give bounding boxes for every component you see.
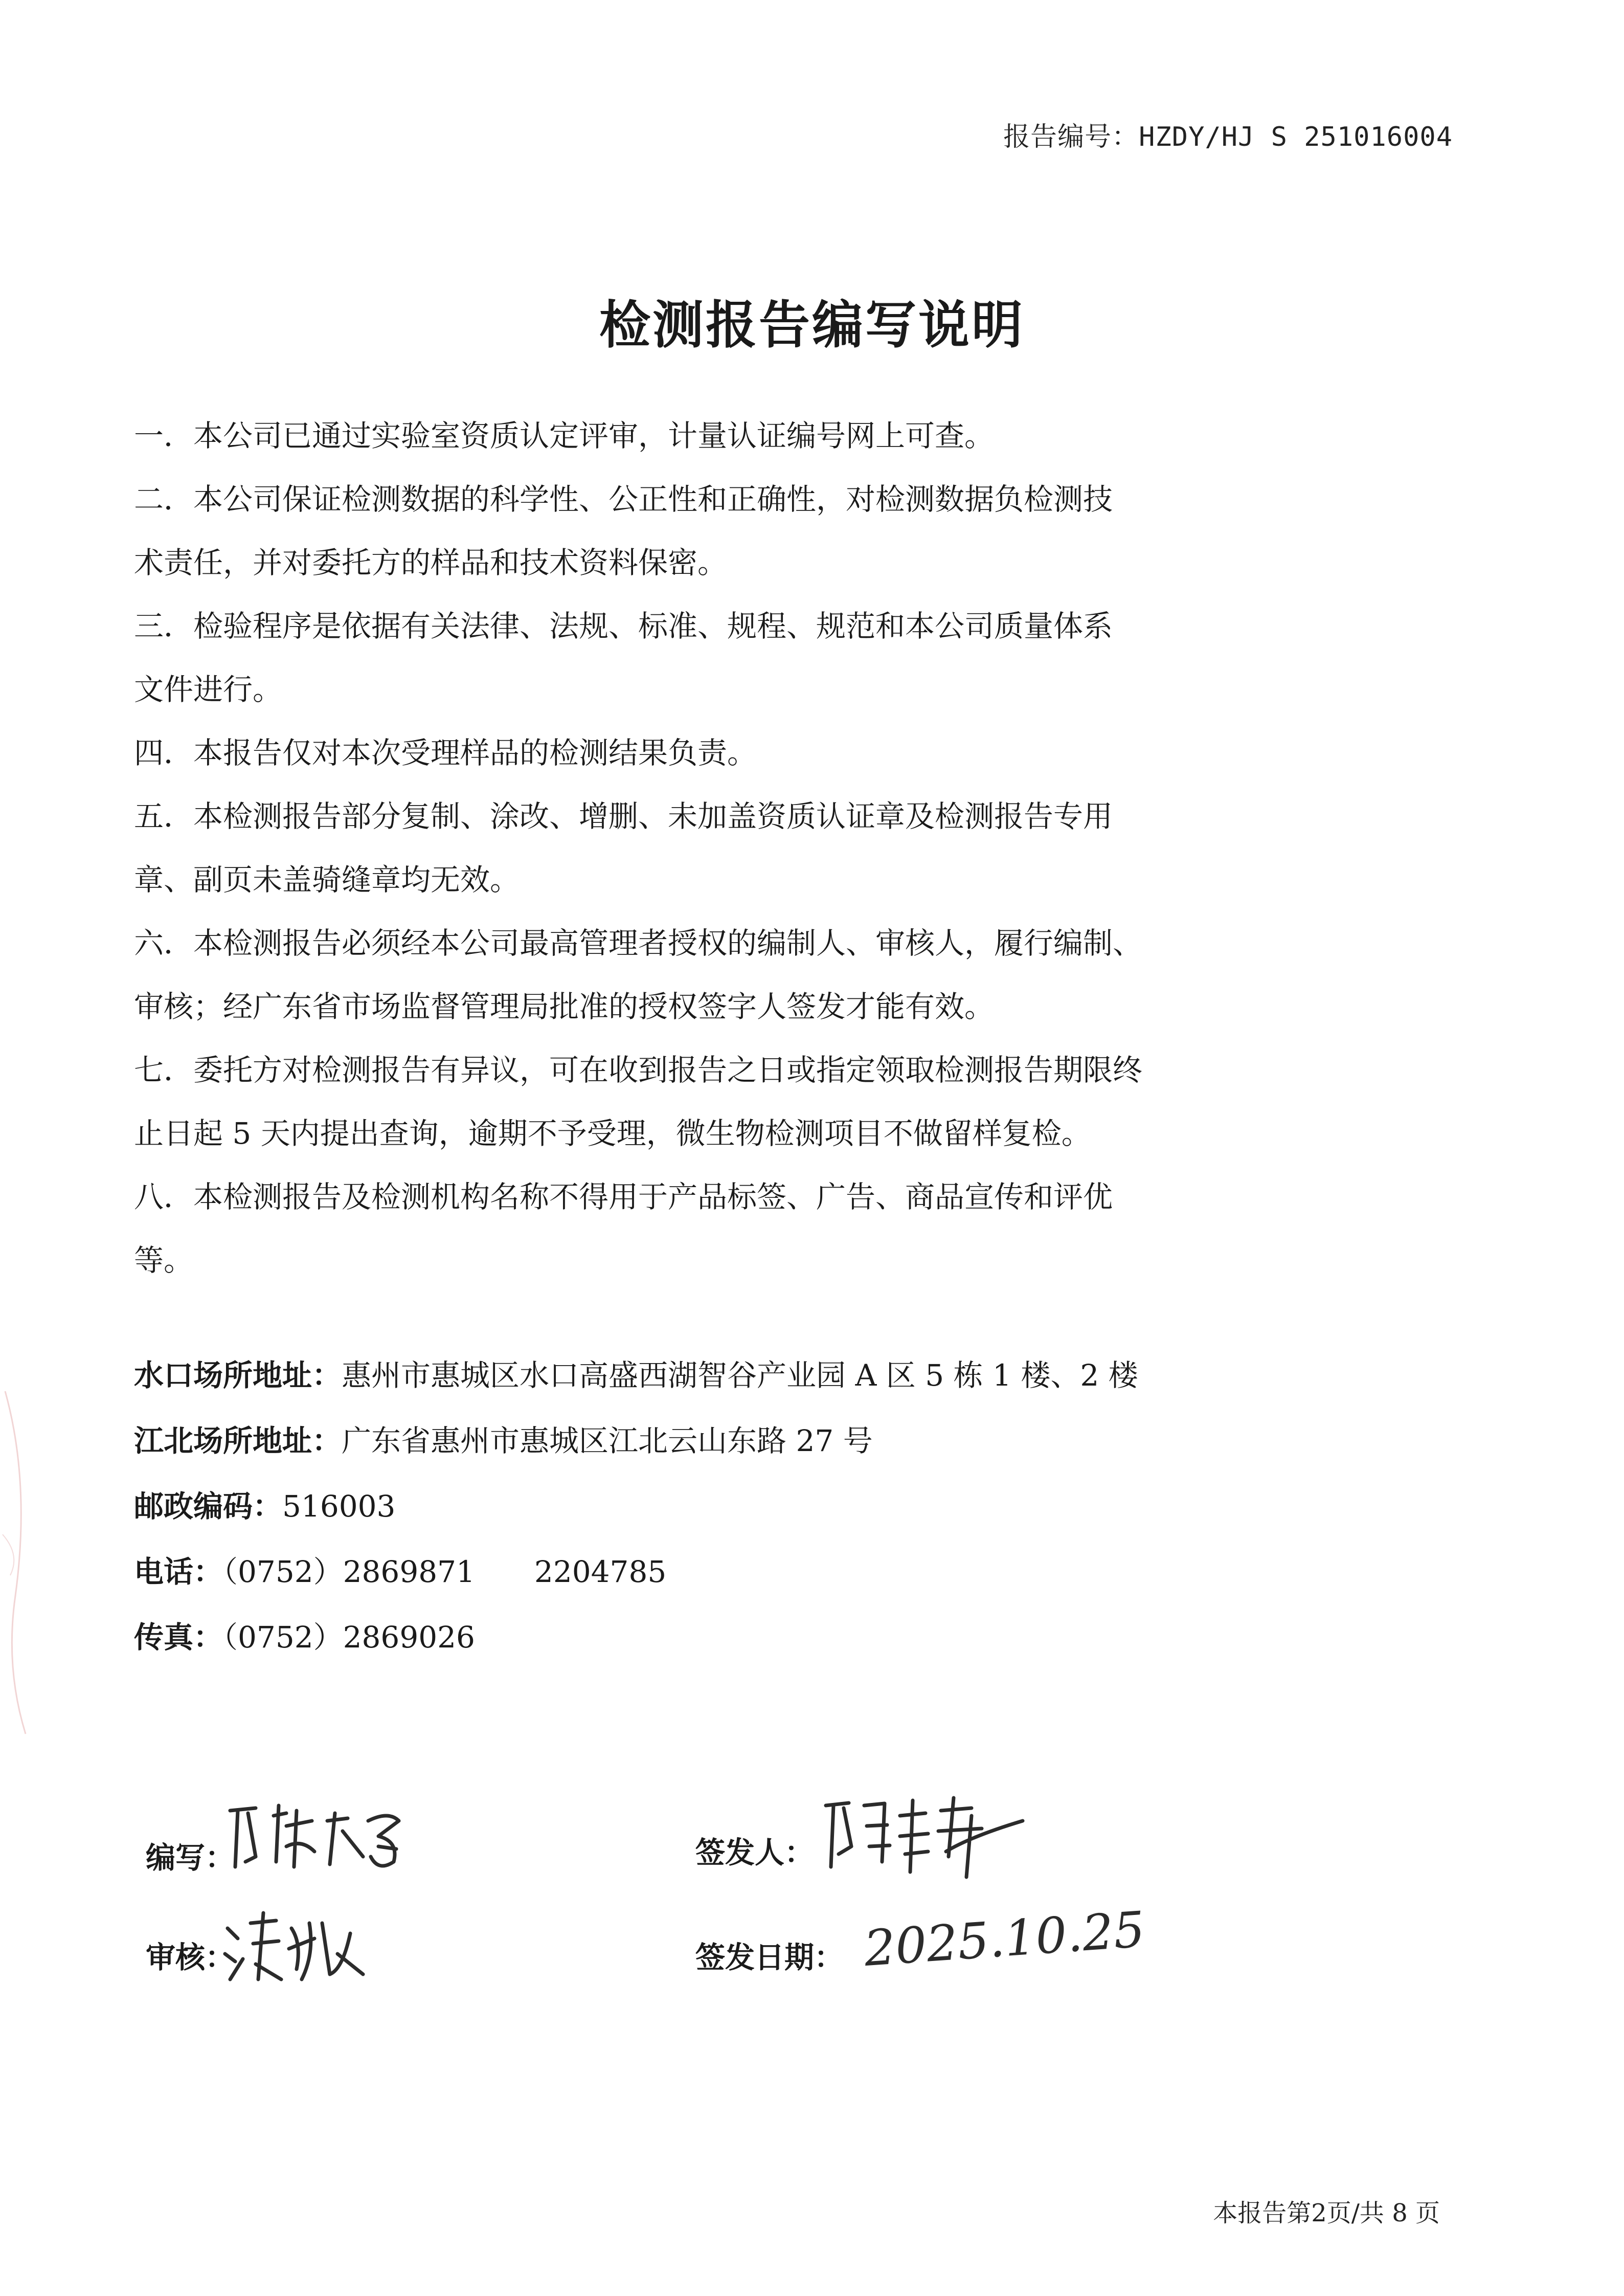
note-line: 一．本公司已通过实验室资质认定评审，计量认证编号网上可查。 <box>134 418 995 453</box>
note-line: 五．本检测报告部分复制、涂改、增删、未加盖资质认证章及检测报告专用 <box>134 799 1113 834</box>
postcode-label: 邮政编码： <box>134 1489 283 1524</box>
issue-date-text: 2025.10.25 <box>862 1901 1147 1978</box>
author-label: 编写： <box>146 1840 235 1875</box>
jiangbei-address-value: 广东省惠州市惠城区江北云山东路 27 号 <box>342 1423 873 1458</box>
fax-row <box>134 1604 1412 1670</box>
shuikou-address-row <box>134 1343 1412 1408</box>
stamp-bleed-mark <box>0 1381 41 1739</box>
note-line: 等。 <box>134 1243 194 1278</box>
phone-value: （0752）2869871 2204785 <box>223 1554 667 1589</box>
notes-list <box>134 404 1259 1292</box>
jiangbei-address-label: 江北场所地址： <box>134 1423 342 1458</box>
note-line: 术责任，并对委托方的样品和技术资料保密。 <box>134 545 728 580</box>
report-number: 报告编号：HZDY/HJ S 251016004 <box>1003 122 1453 152</box>
note-line: 止日起 5 天内提出查询，逾期不予受理，微生物检测项目不做留样复检。 <box>134 1116 1091 1151</box>
postcode-value: 516003 <box>282 1489 396 1524</box>
phone-row <box>134 1539 1412 1604</box>
shuikou-address-value: 惠州市惠城区水口高盛西湖智谷产业园 A 区 5 栋 1 楼、2 楼 <box>342 1358 1138 1393</box>
note-line: 四．本报告仅对本次受理样品的检测结果负责。 <box>134 735 757 770</box>
author-signature <box>225 1790 409 1877</box>
reviewer-label: 审核： <box>146 1940 235 1975</box>
note-line: 三．检验程序是依据有关法律、法规、标准、规程、规范和本公司质量体系 <box>134 609 1113 643</box>
note-line: 八．本检测报告及检测机构名称不得用于产品标签、广告、商品宣传和评优 <box>134 1179 1113 1214</box>
page-info: 本报告第2页/共 8 页 <box>1213 2199 1440 2227</box>
jiangbei-address-row <box>134 1408 1412 1474</box>
note-line: 章、副页未盖骑缝章均无效。 <box>134 862 520 897</box>
note-line: 审核；经广东省市场监督管理局批准的授权签字人签发才能有效。 <box>134 989 995 1024</box>
postcode-row <box>134 1474 1412 1539</box>
note-line: 文件进行。 <box>134 672 283 707</box>
issuer-label: 签发人： <box>695 1835 815 1870</box>
contact-block <box>134 1343 1412 1670</box>
reviewer-signature <box>220 1903 373 1985</box>
issue-date-handwriting <box>859 1901 1147 1978</box>
issuer-signature <box>818 1785 1033 1882</box>
fax-label: 传真： <box>134 1620 223 1655</box>
fax-value: （0752）2869026 <box>223 1620 475 1655</box>
shuikou-address-label: 水口场所地址： <box>134 1358 342 1393</box>
phone-label: 电话： <box>134 1554 223 1589</box>
note-line: 六．本检测报告必须经本公司最高管理者授权的编制人、审核人，履行编制、 <box>134 926 1143 961</box>
note-line: 七．委托方对检测报告有异议，可在收到报告之日或指定领取检测报告期限终 <box>134 1053 1143 1087</box>
page-title: 检测报告编写说明 <box>599 295 1025 355</box>
note-line: 二．本公司保证检测数据的科学性、公正性和正确性，对检测数据负检测技 <box>134 482 1113 517</box>
issue-date-label: 签发日期： <box>695 1940 844 1975</box>
